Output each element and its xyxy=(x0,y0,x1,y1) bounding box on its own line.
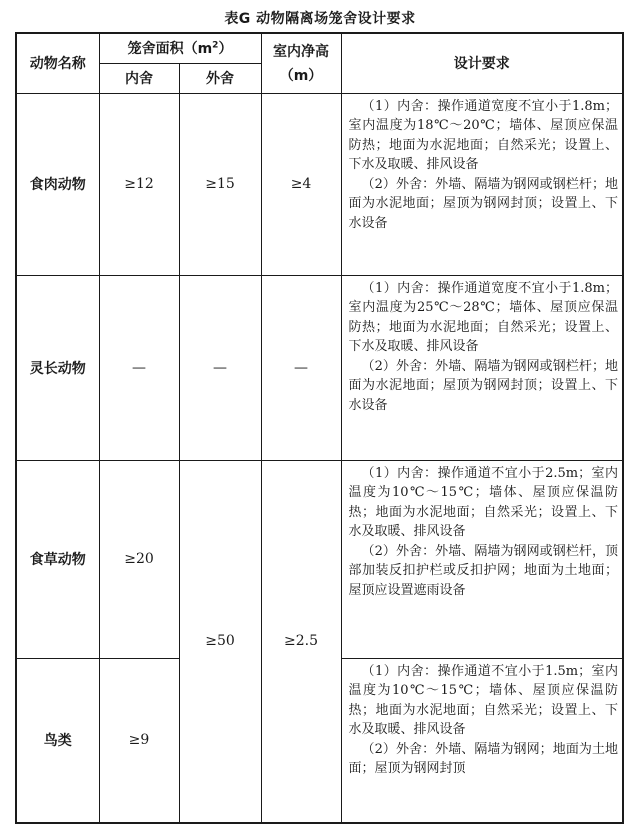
requirements-cell xyxy=(341,93,623,275)
requirements-cell xyxy=(341,275,623,460)
header-indoor-height: 室内净高 （m） xyxy=(261,33,341,93)
height-cell-shared: ≥2.5 xyxy=(261,460,341,823)
animal-name-cell: 鸟类 xyxy=(16,658,99,823)
table-row xyxy=(16,93,623,275)
header-cage-area: 笼舍面积$(m^2)$ xyxy=(99,33,261,63)
table-row xyxy=(16,275,623,460)
outdoor-area-cell: — xyxy=(179,275,261,460)
header-indoor: 内舍 xyxy=(99,63,179,93)
requirements-cell xyxy=(341,460,623,658)
indoor-area-cell: ≥12 xyxy=(99,93,179,275)
outdoor-area-cell-shared: ≥50 xyxy=(179,460,261,823)
indoor-area-cell: — xyxy=(99,275,179,460)
req-outdoor: （2）外舍：外墙、隔墙为钢网；地面为土地面；屋顶为钢网封顶 xyxy=(348,741,619,776)
animal-name-cell: 食草动物 xyxy=(16,460,99,658)
indoor-area-cell: ≥9 xyxy=(99,658,179,823)
req-indoor: （1）内舍：操作通道宽度不宜小于1.8m；室内温度为25℃～28℃；墙体、屋顶应保温防热；地面为水泥地面；自然采光；设置上、下水及取暖、排风设备 xyxy=(348,280,619,354)
indoor-area-cell: ≥20 xyxy=(99,460,179,658)
height-cell: ≥4 xyxy=(261,93,341,275)
animal-name-cell: 灵长动物 xyxy=(16,275,99,460)
req-outdoor: （2）外舍：外墙、隔墙为钢网或钢栏杆；地面为水泥地面；屋顶为钢网封顶；设置上、下水设备 xyxy=(348,176,619,231)
table-row xyxy=(16,460,623,658)
req-indoor: （1）内舍：操作通道不宜小于2.5m；室内温度为10℃～15℃；墙体、屋顶应保温防热；地面为水泥地面；自然采光；设置上、下水及取暖、排风设备 xyxy=(348,465,619,539)
animal-name-cell: 食肉动物 xyxy=(16,93,99,275)
requirements-cell xyxy=(341,658,623,823)
req-outdoor: （2）外舍：外墙、隔墙为钢网或钢栏杆，顶部加装反扣护栏或反扣护网；地面为土地面；屋顶应设置遮雨设备 xyxy=(348,543,619,598)
req-indoor: （1）内舍：操作通道宽度不宜小于1.8m；室内温度为18℃～20℃；墙体、屋顶应保温防热；地面为水泥地面；自然采光；设置上、下水及取暖、排风设备 xyxy=(348,98,619,172)
outdoor-area-cell: ≥15 xyxy=(179,93,261,275)
header-outdoor: 外舍 xyxy=(179,63,261,93)
header-requirements: 设计要求 xyxy=(341,33,623,93)
table-title: 表G 动物隔离场笼舍设计要求 xyxy=(224,11,416,27)
height-cell: — xyxy=(261,275,341,460)
req-indoor: （1）内舍：操作通道不宜小于1.5m；室内温度为10℃～15℃；墙体、屋顶应保温防热；地面为水泥地面；自然采光；设置上、下水及取暖、排风设备 xyxy=(348,663,619,737)
header-animal-name: 动物名称 xyxy=(16,33,99,93)
cage-design-table xyxy=(15,32,624,824)
req-outdoor: （2）外舍：外墙、隔墙为钢网或钢栏杆；地面为水泥地面；屋顶为钢网封顶；设置上、下水设备 xyxy=(348,358,619,413)
